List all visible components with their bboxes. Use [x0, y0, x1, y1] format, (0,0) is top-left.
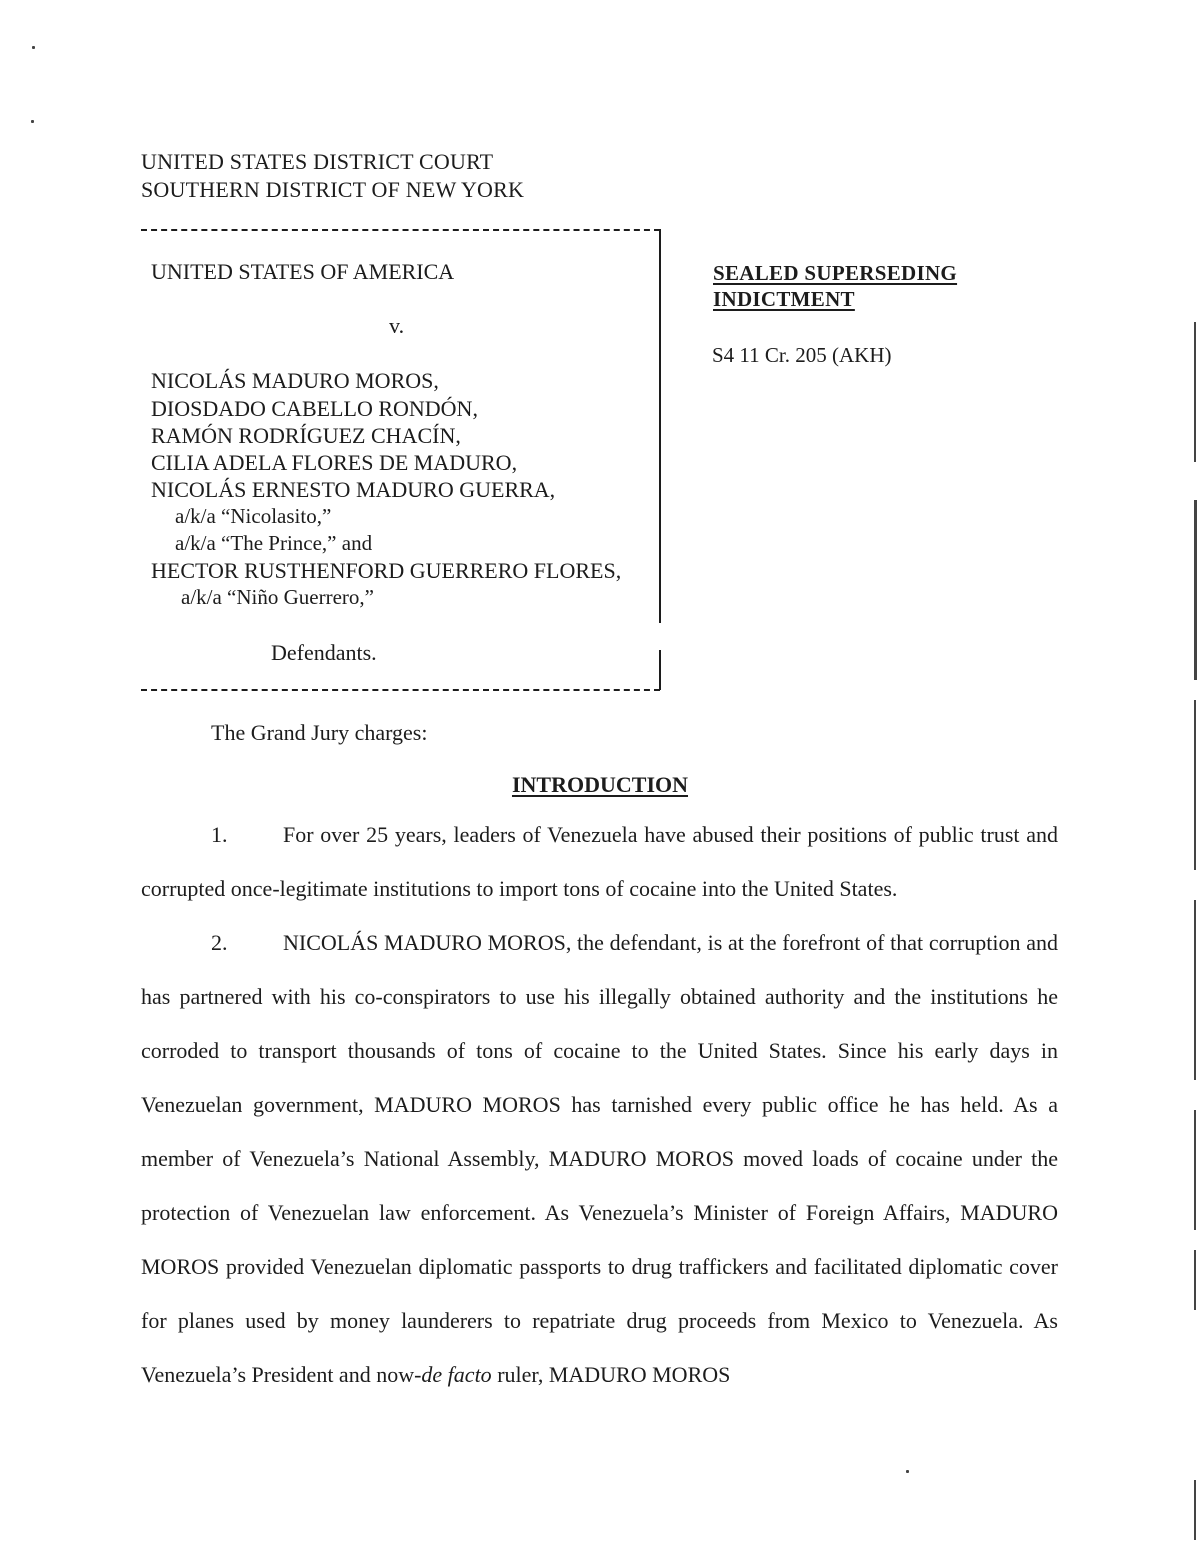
- defendants-label: Defendants.: [271, 640, 377, 665]
- scan-edge-mark: [1194, 500, 1197, 680]
- defendant-name: NICOLÁS ERNESTO MADURO GUERRA,: [151, 477, 556, 502]
- scan-edge-mark: [1194, 700, 1196, 870]
- scan-mark: [906, 1470, 909, 1473]
- grand-jury-charges: The Grand Jury charges:: [211, 720, 428, 745]
- scan-edge-mark: [1194, 1480, 1196, 1540]
- paragraph-number: 2.: [211, 930, 228, 955]
- paragraph: [141, 916, 1058, 1402]
- paragraph-text-italic: de facto: [421, 1362, 492, 1387]
- defendant-alias: a/k/a “Niño Guerrero,”: [181, 585, 374, 609]
- defendant-name: CILIA ADELA FLORES DE MADURO,: [151, 450, 518, 475]
- section-heading: INTRODUCTION: [511, 772, 689, 797]
- paragraph-text: For over 25 years, leaders of Venezuela have abused their positions of public trust and corrupted once-legitimate institutions to import tons of cocaine into the United States.: [141, 822, 1058, 901]
- versus-label: v.: [389, 313, 405, 338]
- scan-edge-mark: [1194, 1110, 1196, 1230]
- plaintiff-name: UNITED STATES OF AMERICA: [151, 259, 455, 284]
- paragraph-text: ruler, MADURO MOROS: [491, 1362, 731, 1387]
- defendant-alias: a/k/a “The Prince,” and: [175, 531, 373, 555]
- defendant-name: HECTOR RUSTHENFORD GUERRERO FLORES,: [151, 558, 622, 583]
- defendant-alias: a/k/a “Nicolasito,”: [175, 504, 332, 528]
- document-title: SEALED SUPERSEDING: [713, 261, 958, 285]
- paragraph-text: NICOLÁS MADURO MOROS, the defendant, is at the forefront of that corruption and has partnered with his co-conspirators to use his illegally obtained authority and the institutions he corroded to transport thousands of tons of cocaine to the United States. Since his early days in Venezuelan government, MADURO MOROS has tarnished every public office he has held. As a member of Venezuela’s National Assembly, MADURO MOROS moved loads of cocaine under the protection of Venezuelan law enforcement. As Venezuela’s Minister of Foreign Affairs, MADURO MOROS provided Venezuelan diplomatic passports to drug traffickers and facilitated diplomatic cover for planes used by money launderers to repatriate drug proceeds from Mexico to Venezuela. As Venezuela’s President and now-: [141, 930, 1058, 1387]
- defendant-name: NICOLÁS MADURO MOROS,: [151, 368, 439, 393]
- document-title: INDICTMENT: [713, 287, 855, 311]
- defendant-name: RAMÓN RODRÍGUEZ CHACÍN,: [151, 423, 461, 448]
- court-district: SOUTHERN DISTRICT OF NEW YORK: [141, 177, 525, 202]
- caption-right-rule: [659, 229, 661, 623]
- court-name: UNITED STATES DISTRICT COURT: [141, 149, 494, 174]
- case-number: S4 11 Cr. 205 (AKH): [712, 343, 892, 367]
- defendant-name: DIOSDADO CABELLO RONDÓN,: [151, 396, 478, 421]
- paragraph-number: 1.: [211, 822, 228, 847]
- caption-right-rule-lower: [659, 650, 661, 690]
- caption-bottom-rule: [141, 689, 660, 691]
- scan-edge-mark: [1194, 322, 1196, 462]
- scan-mark: [31, 120, 34, 123]
- scan-edge-mark: [1194, 1250, 1196, 1310]
- scan-edge-mark: [1194, 900, 1196, 1080]
- caption-top-rule: [141, 229, 660, 231]
- scan-mark: [32, 46, 35, 49]
- paragraph: [141, 808, 1058, 916]
